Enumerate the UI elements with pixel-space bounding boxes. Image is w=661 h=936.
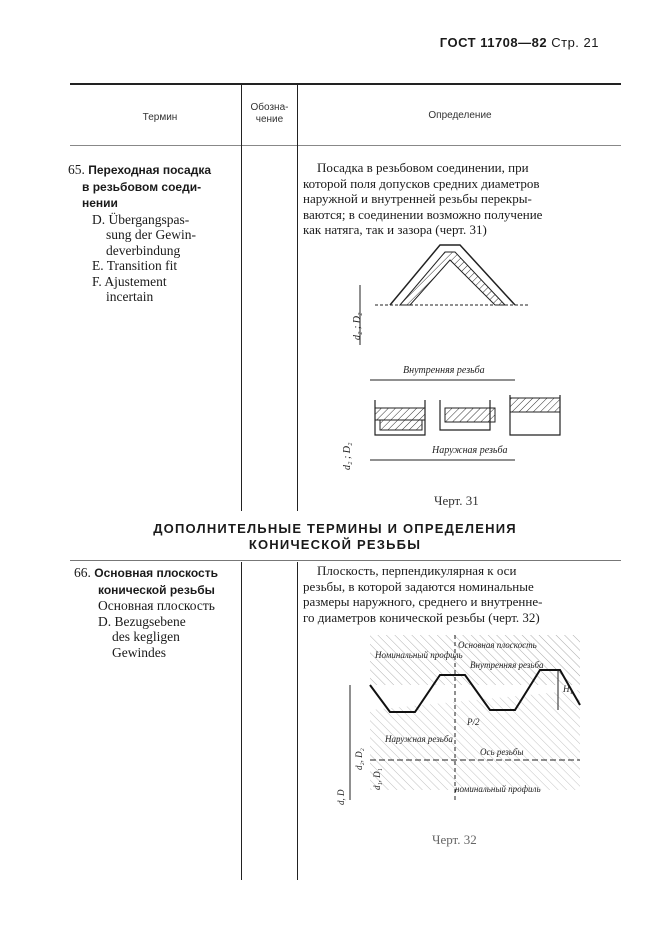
fig32-label-nominal-profile: Номинальный профиль [375,650,463,660]
table-top-rule [70,83,621,85]
page-number: Стр. 21 [551,35,599,50]
fit-profile-drawing [360,245,530,345]
fig32-label-p2: P/2 [467,717,480,727]
entry-66-term-bold-2: конической резьбы [98,582,215,597]
standard-number: ГОСТ 11708—82 [439,35,548,50]
entry-66-synonym: Основная плоскость [98,598,215,613]
entry-65-de-2: sung der Gewin- [106,227,196,242]
section-heading: ДОПОЛНИТЕЛЬНЫЕ ТЕРМИНЫ И ОПРЕДЕЛЕНИЯ КОНИЧЕСКОЙ РЕЗЬБЫ [153,521,517,552]
entry-66-term-bold-1: Основная плоскость [94,566,218,580]
entry-65-fr-1: F. Ajustement [92,273,167,289]
fig32-label-d2-D2: d₂, D₂ [354,748,364,770]
fig31-label-external-thread: Наружная резьба [432,445,508,456]
fig31-label-d2-top: d₂ ; D₂ [352,312,363,340]
column-divider-1 [241,85,242,511]
entry-65-de-3: deverbindung [106,242,181,258]
entry-66-de-2: des kegligen [112,629,180,644]
table-header-rule [70,145,621,146]
fig31-label-internal-thread: Внутренняя резьба [403,365,485,376]
entry-66-term [74,565,240,660]
entry-65-term-bold-3: нении [82,196,118,210]
entry-65-number: 65. [68,162,85,177]
fig32-label-main-plane: Основная плоскость [458,640,537,650]
entry-65-en: E. Transition fit [92,258,178,273]
entry-66-de-3: Gewindes [112,644,166,660]
fig32-label-axis: Ось резьбы [480,747,524,757]
fig32-label-h1: H₁ [563,684,573,694]
figure-31 [330,240,590,470]
column-header-term: Термин [142,112,178,123]
entry-65-term-bold-1: Переходная посадка [88,163,212,177]
page-header [440,35,599,50]
figure-31-caption: Черт. 31 [434,493,479,508]
section-rule [70,560,621,561]
column-divider-2b [297,562,298,880]
figure-32-caption: Черт. 32 [432,832,477,847]
column-header-definition: Определение [428,110,492,121]
entry-65-term [68,162,240,305]
fig31-label-d2-bottom: d₂ ; D₂ [342,442,353,470]
fig32-label-external-thread: Наружная резьба [385,734,453,744]
entry-66-de-1: D. Bezugsebene [98,613,186,629]
figure-32 [330,630,590,810]
entry-65-definition: Посадка в резьбовом соединении, при которой поля допусков средних диаметров наружной и внутренней резьбы перекры- ваются; в соединении возможно получение как натяга, так и зазора (черт. 31) [303,160,543,237]
entry-65-term-bold-2: в резьбовом соеди- [82,179,202,194]
fig32-label-d-D: d, D [336,789,346,805]
column-divider-1b [241,562,242,880]
entry-65-fr-2: incertain [106,289,154,304]
entry-66-number: 66. [74,565,91,580]
fig32-label-d1-D1: d₁, D₁ [372,768,382,790]
fig32-label-nominal-profile-2: номинальный профиль [455,784,541,794]
column-divider-2 [297,85,298,511]
entry-65-de-1: D. Übergangspas- [92,211,190,227]
entry-66-definition: Плоскость, перпендикулярная к оси резьбы, в которой задаются номинальные размеры наружного, среднего и внутренне- го диаметров конической резьбы (черт. 32) [303,563,543,625]
tolerance-fields-drawing [375,395,560,435]
fig32-label-internal-thread: Внутренняя резьба [470,660,544,670]
column-header-designation: Обозна- чение [250,102,289,125]
